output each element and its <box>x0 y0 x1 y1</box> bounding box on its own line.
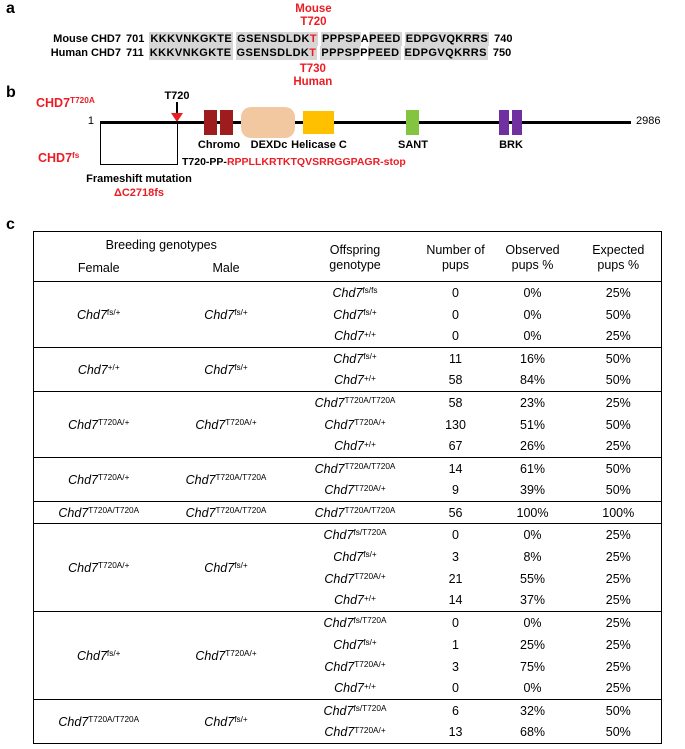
expected-percent-cell: 25% <box>605 571 631 586</box>
alignment-row-label: Mouse CHD7 <box>53 33 121 45</box>
offspring-genotype: $Chd7^{T720A/+}$ <box>324 483 386 498</box>
offspring-row <box>34 502 662 524</box>
female-genotype: $Chd7^{T720A/T720A}$ <box>58 505 140 520</box>
offspring-genotype-cell <box>289 546 422 568</box>
observed-percent-cell: 37% <box>520 593 546 608</box>
observed-percent-cell: 26% <box>520 439 546 454</box>
offspring-genotype-cell <box>289 634 422 656</box>
annotation-species: Human <box>293 76 333 88</box>
expected-percent-cell: 50% <box>576 348 662 370</box>
header-offspring-genotype: Offspring genotype <box>289 232 422 282</box>
offspring-row <box>34 700 662 722</box>
alignment-start-position: 701 <box>126 33 145 45</box>
offspring-genotype-cell <box>289 326 422 348</box>
offspring-genotype-cell <box>289 678 422 700</box>
expected-percent-cell: 50% <box>576 700 662 722</box>
male-genotype: $Chd7^{fs/+}$ <box>204 307 248 322</box>
offspring-genotype: $Chd7^{T720A/+}$ <box>324 571 386 586</box>
offspring-row <box>34 612 662 634</box>
chromo-domain-box <box>220 110 233 135</box>
offspring-genotype: $Chd7^{fs/+}$ <box>333 549 377 564</box>
offspring-genotype: $Chd7^{fs/T720A}$ <box>323 703 387 718</box>
expected-percent-cell: 50% <box>605 483 631 498</box>
female-genotype-cell <box>34 612 164 700</box>
female-genotype: $Chd7^{T720A/+}$ <box>68 472 130 487</box>
sequence-block: KKKVNKGKTE <box>149 47 232 59</box>
offspring-genotype-cell <box>289 568 422 590</box>
allele-base: CHD7 <box>36 96 71 110</box>
offspring-genotype-cell <box>289 480 422 502</box>
offspring-genotype-cell <box>289 458 422 480</box>
expected-percent-cell: 25% <box>576 612 662 634</box>
header-female: Female <box>34 256 164 282</box>
male-genotype: $Chd7^{fs/+}$ <box>204 714 248 729</box>
offspring-genotype-cell <box>289 282 422 304</box>
observed-percent-cell: 0% <box>490 282 576 304</box>
sequence-block: KKKVNKGKTE <box>150 33 233 45</box>
offspring-genotype-cell <box>289 436 422 458</box>
offspring-genotype: Chd7+/+ <box>334 373 376 388</box>
pups-count-cell: 3 <box>452 549 459 564</box>
offspring-genotype: Chd7+/+ <box>334 681 376 696</box>
protein-backbone-line <box>100 121 631 124</box>
expected-percent-cell: 25% <box>605 549 631 564</box>
observed-percent-cell: 23% <box>490 392 576 414</box>
female-genotype: $Chd7^{fs/+}$ <box>77 648 121 663</box>
expected-percent-cell: 50% <box>605 373 631 388</box>
expected-percent-cell: 50% <box>605 725 631 740</box>
pups-count-cell: 67 <box>448 439 463 454</box>
allele-superscript: T720A <box>70 96 95 106</box>
brk-domain-box <box>499 110 509 135</box>
sequence-block: PPPSPPPEED <box>321 47 400 59</box>
observed-percent-cell: 75% <box>520 659 546 674</box>
offspring-row <box>34 348 662 370</box>
female-genotype: Chd7+/+ <box>77 362 120 377</box>
sequence-block: PPPSPAPEED <box>322 33 401 45</box>
male-genotype-cell <box>164 458 289 502</box>
female-genotype: $Chd7^{T720A/+}$ <box>68 417 130 432</box>
offspring-genotype: $Chd7^{T720A/T720A}$ <box>314 395 396 410</box>
protein-diagram-panel <box>0 0 685 230</box>
pups-count-cell: 0 <box>452 329 459 344</box>
expected-percent-cell: 50% <box>576 458 662 480</box>
observed-percent-cell: 8% <box>523 549 542 564</box>
observed-percent-cell: 55% <box>520 571 546 586</box>
offspring-genotype-cell <box>289 370 422 392</box>
expected-percent-cell: 25% <box>605 439 631 454</box>
pups-count-cell: 11 <box>422 348 490 370</box>
offspring-genotype: Chd7+/+ <box>334 329 376 344</box>
helicase-c-domain-label: Helicase C <box>291 139 347 151</box>
pups-count-cell: 13 <box>448 725 463 740</box>
header-expected-pups: Expected pups % <box>576 232 662 282</box>
frameshift-novel-sequence: RPPLLKRTKTQVSRRGGPAGR-stop <box>226 156 406 168</box>
expected-percent-cell: 100% <box>576 502 662 524</box>
offspring-genotype: $Chd7^{fs/T720A}$ <box>323 615 387 630</box>
t720-tick-line <box>176 102 178 113</box>
brk-domain-box <box>512 110 522 135</box>
annotation-species: Mouse <box>295 3 332 15</box>
offspring-row <box>34 392 662 414</box>
offspring-genotype: $Chd7^{fs/+}$ <box>333 637 377 652</box>
pups-count-cell: 0 <box>422 524 490 546</box>
male-genotype: $Chd7^{T720A/T720A}$ <box>185 472 267 487</box>
offspring-row <box>34 282 662 304</box>
pups-count-cell: 0 <box>422 282 490 304</box>
observed-percent-cell: 68% <box>520 725 546 740</box>
pups-count-cell: 0 <box>422 612 490 634</box>
header-male: Male <box>164 256 289 282</box>
annotation-residue: T720 <box>300 16 327 28</box>
female-genotype-cell <box>34 458 164 502</box>
pups-count-cell: 58 <box>448 373 463 388</box>
offspring-genotype-cell <box>289 700 422 722</box>
offspring-genotype: $Chd7^{T720A/T720A}$ <box>314 505 396 520</box>
protein-end-residue: 2986 <box>636 115 661 127</box>
dexdc-domain-box <box>241 107 295 138</box>
frameshift-sequence-prefix: T720-PP- <box>182 156 227 168</box>
observed-percent-cell: 51% <box>520 417 546 432</box>
observed-percent-cell: 0% <box>523 329 542 344</box>
observed-percent-cell: 0% <box>523 307 542 322</box>
offspring-genotype-cell <box>289 392 422 414</box>
observed-percent-cell: 0% <box>490 612 576 634</box>
observed-percent-cell: 39% <box>520 483 546 498</box>
alignment-end-position: 750 <box>492 47 512 59</box>
female-genotype-cell <box>34 392 164 458</box>
sequence-block: EDPGVQKRRS <box>404 47 487 59</box>
sant-domain-label: SANT <box>398 139 428 151</box>
observed-percent-cell: 32% <box>490 700 576 722</box>
table-header-row <box>34 232 662 256</box>
male-genotype: $Chd7^{T720A/+}$ <box>195 648 257 663</box>
expected-percent-cell: 25% <box>605 329 631 344</box>
pups-count-cell: 14 <box>422 458 490 480</box>
allele-superscript: fs <box>72 151 80 161</box>
male-genotype: $Chd7^{T720A/T720A}$ <box>185 505 267 520</box>
helicase-c-domain-box <box>303 111 334 134</box>
observed-percent-cell: 61% <box>490 458 576 480</box>
offspring-genotype-cell <box>289 656 422 678</box>
offspring-genotype-cell <box>289 414 422 436</box>
offspring-genotype-cell <box>289 502 422 524</box>
male-genotype-cell <box>164 502 289 524</box>
brk-domain-label: BRK <box>499 139 523 151</box>
pups-count-cell: 58 <box>422 392 490 414</box>
offspring-genotype: $Chd7^{T720A/+}$ <box>324 659 386 674</box>
offspring-genotype-cell <box>289 590 422 612</box>
chd7-fs-allele-label <box>38 151 79 165</box>
pups-count-cell: 9 <box>452 483 459 498</box>
female-genotype: $Chd7^{fs/+}$ <box>77 307 121 322</box>
frameshift-sequence <box>182 156 406 168</box>
observed-percent-cell: 84% <box>520 373 546 388</box>
expected-percent-cell: 25% <box>576 392 662 414</box>
t720-position-label: T720 <box>164 90 190 102</box>
male-genotype: $Chd7^{fs/+}$ <box>204 560 248 575</box>
sequence-block: EDPGVQKRRS <box>405 33 489 45</box>
mutated-threonine-residue: T <box>309 33 318 45</box>
female-genotype-cell <box>34 502 164 524</box>
male-genotype: $Chd7^{fs/+}$ <box>204 362 248 377</box>
expected-percent-cell: 50% <box>605 417 631 432</box>
frameshift-mutation-label: Frameshift mutation <box>86 173 192 185</box>
male-genotype: $Chd7^{T720A/+}$ <box>195 417 257 432</box>
expected-percent-cell: 25% <box>605 659 631 674</box>
male-genotype-cell <box>164 282 289 348</box>
offspring-genotype: $Chd7^{T720A/+}$ <box>324 417 386 432</box>
male-genotype-cell <box>164 524 289 612</box>
offspring-genotype: $Chd7^{fs/T720A}$ <box>323 527 387 542</box>
pups-count-cell: 0 <box>452 681 459 696</box>
male-genotype-cell <box>164 612 289 700</box>
alignment-row-label: Human CHD7 <box>50 47 121 59</box>
dexdc-domain-label: DEXDc <box>250 139 288 151</box>
female-genotype: $Chd7^{T720A/+}$ <box>68 560 130 575</box>
pups-count-cell: 0 <box>452 307 459 322</box>
observed-percent-cell: 25% <box>520 637 546 652</box>
observed-percent-cell: 16% <box>490 348 576 370</box>
offspring-row <box>34 458 662 480</box>
offspring-genotype-cell <box>289 612 422 634</box>
offspring-genotype-cell <box>289 304 422 326</box>
pups-count-cell: 14 <box>448 593 463 608</box>
female-genotype-cell <box>34 524 164 612</box>
pups-count-cell: 1 <box>452 637 459 652</box>
offspring-genotype: $Chd7^{fs/+}$ <box>333 351 377 366</box>
chromo-domain-box <box>204 110 217 135</box>
breeding-genotypes-table <box>33 231 662 744</box>
female-genotype-cell <box>34 700 164 744</box>
sequence-block: GSENSDLDKT <box>236 47 317 59</box>
offspring-genotype: $Chd7^{fs/+}$ <box>333 307 377 322</box>
frameshift-allele-name: ΔC2718fs <box>113 187 165 199</box>
expected-percent-cell: 25% <box>605 681 631 696</box>
alignment-end-position: 740 <box>494 33 513 45</box>
observed-percent-cell: 100% <box>490 502 576 524</box>
pups-count-cell: 56 <box>422 502 490 524</box>
mismatch-residue: A <box>360 33 370 45</box>
expected-percent-cell: 25% <box>605 593 631 608</box>
frameshift-truncated-protein-box <box>100 124 178 165</box>
offspring-genotype: Chd7+/+ <box>334 593 376 608</box>
sant-domain-box <box>406 110 419 135</box>
sequence-block: GSENSDLDKT <box>237 33 318 45</box>
female-genotype-cell <box>34 348 164 392</box>
alignment-start-position: 711 <box>126 47 144 59</box>
observed-percent-cell: 0% <box>490 524 576 546</box>
expected-percent-cell: 25% <box>576 524 662 546</box>
offspring-genotype-cell <box>289 722 422 744</box>
pups-count-cell: 21 <box>448 571 463 586</box>
offspring-genotype-cell <box>289 348 422 370</box>
mutated-threonine-residue: T <box>309 47 317 59</box>
observed-percent-cell: 0% <box>523 681 542 696</box>
female-genotype: $Chd7^{T720A/T720A}$ <box>58 714 140 729</box>
expected-percent-cell: 25% <box>605 637 631 652</box>
expected-percent-cell: 25% <box>576 282 662 304</box>
female-genotype-cell <box>34 282 164 348</box>
header-number-of-pups: Number of pups <box>422 232 490 282</box>
pups-count-cell: 6 <box>422 700 490 722</box>
panel-a-label: a <box>6 0 15 17</box>
expected-percent-cell: 50% <box>605 307 631 322</box>
offspring-genotype: $Chd7^{fs/fs}$ <box>332 285 378 300</box>
protein-start-residue: 1 <box>87 115 94 127</box>
chd7-t720a-allele-label <box>36 96 95 110</box>
male-genotype-cell <box>164 700 289 744</box>
header-observed-pups: Observed pups % <box>490 232 576 282</box>
chromo-domain-label: Chromo <box>197 139 241 151</box>
male-genotype-cell <box>164 392 289 458</box>
header-breeding-genotypes: Breeding genotypes <box>105 237 217 252</box>
male-genotype-cell <box>164 348 289 392</box>
offspring-genotype-cell <box>289 524 422 546</box>
pups-count-cell: 130 <box>445 417 466 432</box>
panel-b-label: b <box>6 84 16 101</box>
panel-c-label: c <box>6 216 15 233</box>
offspring-genotype: $Chd7^{T720A/+}$ <box>324 725 386 740</box>
offspring-row <box>34 524 662 546</box>
pups-count-cell: 3 <box>452 659 459 674</box>
annotation-residue: T730 <box>299 63 326 75</box>
allele-base: CHD7 <box>38 151 73 165</box>
mismatch-residue: P <box>360 47 368 59</box>
offspring-genotype: $Chd7^{T720A/T720A}$ <box>314 461 396 476</box>
offspring-genotype: Chd7+/+ <box>334 439 376 454</box>
